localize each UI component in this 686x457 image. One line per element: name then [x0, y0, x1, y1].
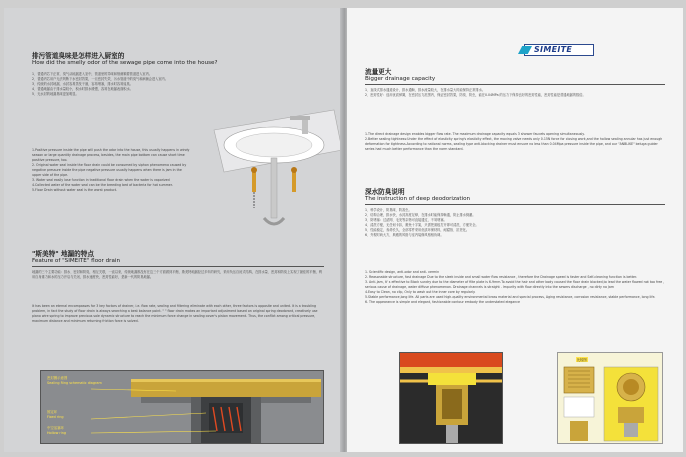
odor-cn-list: [32, 72, 197, 142]
deodor-title-cn: 深水防臭说明: [365, 188, 405, 196]
fixed-label-cn: 固定环: [47, 410, 58, 414]
hollow-label-cn: 中空活塞环: [47, 426, 64, 430]
en-item: 3. Water seal easily lose function in traditional floor drain when the water is vaporized: [32, 178, 170, 182]
deo-cn-item: 4、清洗方便，无任何卡扣，避免十字架，只需把面板打开即可清洗，方便安全。: [365, 223, 479, 227]
deodor-cn-list: [365, 208, 665, 242]
seal-label-en: Sealing Ring schematic diagram: [47, 381, 102, 385]
flow-cn-item: 1、直线式排水通道设计，排水通畅，排水流量较大，在排水量大时能保持正常排水。: [365, 88, 485, 92]
comparison-panel: [557, 352, 663, 444]
logo-wordmark: SIMEITE: [524, 44, 594, 56]
flow-divider: [365, 84, 665, 85]
cn-item: 5、无水封的地漏臭味更加明显。: [32, 92, 79, 96]
cn-item: 1、普通内芯下正常，臭气从地漏进入室中，管道里的异味和细菌顺着管道进入室内。: [32, 72, 152, 76]
deo-en-item: 1. Scientific design, anti-odor and anti- vermin: [365, 270, 440, 274]
sealing-ring-diagram: [40, 370, 324, 444]
drain-cutaway-graphic: [400, 353, 503, 444]
flow-title-en: Bigger drainage capacity: [365, 76, 436, 82]
en-item: 4.Collected water of the water seal can be the breeding bed of bacteria for hot summer.: [32, 183, 173, 187]
feature-en-body: It has been an eternal encompasses for 3 key factors of drainer, i.e. flow rate, sealing and filtering eliminate with each other, three factors is opposite and united. It is a troubling problem, in fact the study of floor drain is always searching a best balance point. " " floor drain makes an important adjustment based on original spring deodorant, creatively use piano wire spring to improve previous sole dynamic structure to reach the minimum force change in sealing cover's piston movement. Thus, the conflict among critical pressure, maximum distance and minimum returning friction force is solved.: [32, 304, 318, 323]
deo-en-item: 2. Reasonable structure, fast drainage Due to the sleek inside and small water flow resistance , therefore the Drainage speed is faster and Self-cleaning function is better.: [365, 275, 637, 279]
deodor-title-en: The instruction of deep deodorization: [365, 196, 471, 202]
deodor-en-list: [365, 270, 665, 348]
cn-item: 3、传统的水封地漏，水封容易蒸发干涸，容易堵塞，排水时容易返臭。: [32, 82, 133, 86]
right-page: [347, 8, 683, 452]
flow-en-list: [365, 132, 665, 182]
deo-cn-item: 1、科学设计，防臭味、防害虫。: [365, 208, 412, 212]
deo-en-item: 3. Anti-Jam, it' s effective to Block sundry due to the diameter of filte plate is 6-9mm.To avoid the hair and other body caused the floor drain blocked,to lead the water flowed not too free , serious cause of drainage, water diffuse phenomenon. Drainage channels is straight . Impurity with flow directly into the sewers discharge , no dirty no Jam: [365, 280, 665, 289]
deo-cn-item: 6、外观时尚大方，典雅的风格与室内装修风格相协调。: [365, 233, 444, 237]
odor-question-en: How did the smelly odor of the sewage pipe come into the house?: [32, 60, 218, 66]
deo-cn-item: 2、结构合理，排水快，水封高度足够，在排水时能保持畅通，防止排水倒灌。: [365, 213, 476, 217]
deo-cn-item: 3、防堵塞：过滤网、毛发等杂物可直接通过，不易堵塞。: [365, 218, 447, 222]
brand-logo: [518, 44, 594, 56]
deo-en-item: 4.Easy to Clean, no clip, Only to wash out the inner core by regularly.: [365, 290, 476, 294]
flow-cn-item: 2、密封性好：选用优质弹簧，在密封压力范围内，保证密封效果，防臭、防虫，能在0.04MPa 的压力下保持良好的密封性能，密封性能是普通地漏的数倍。: [365, 93, 586, 97]
deo-cn-item: 5、性能稳定，寿命长久，全部零件采用优质环保材料，耐腐蚀、抗老化。: [365, 228, 470, 232]
hollow-label-en: Hollow ring: [47, 431, 67, 435]
feature-title-en: Feature of "SIMEITE" floor drain: [32, 258, 120, 264]
en-item: 5.Floor Drain without water seal is the worst product.: [32, 188, 118, 192]
odor-question-cn: 排污管道臭味是怎样进入厨室的: [32, 52, 125, 60]
en-item: 2. Original water seal inside the floor drain could be consumed by siphon phenomena caused by negative pressure inside the pipe negative pressure usually happens when there is jam in the upper side of the pipe.: [32, 163, 187, 177]
feature-cn-body: 地漏的三个主要功能：排水、密封和防臭，相互关联，一直以来，传统地漏都没有在这三个方面做到平衡，斯美特地漏经过多年的研究，采用负压自闭式结构，在排水量、密封和防臭上实现了最佳的平衡，利用自身重力和水的压力开启与关闭，排水速度快，密封性能好，是新一代的防臭地漏。: [32, 270, 323, 279]
deo-en-item: 5.Stable performance,long life. All parts are used high-quality environmental brass material and special process, Aging resistance, corrosion resistance, stable performance, long life.: [365, 295, 656, 299]
fixed-label-en: Fixed ring: [47, 415, 64, 419]
flow-title-cn: 流量更大: [365, 68, 392, 76]
comparison-graphic: [558, 353, 663, 444]
section-divider: [32, 266, 324, 267]
flow-en-item: 1.The direct drainage design enables bigger flow rate. The maximum drainage capacity equals 3 shower faucets opening simultaneously.: [365, 132, 585, 136]
seal-label-cn: 密封圈示意图: [47, 376, 68, 380]
comparison-tag: 比较图: [577, 358, 587, 362]
sink-illustration: [194, 90, 344, 240]
product-photo-left: [399, 352, 503, 444]
en-item: 1.Positive pressure inside the pipe will push the odor into the house, this usually happens in windy season or large quantity drainage process, besides, the main pipe bottom can cause short time positive pressure, too.: [32, 148, 190, 162]
flow-cn-list: [365, 88, 665, 128]
left-page: [4, 8, 344, 452]
odor-en-list: [32, 148, 192, 240]
deo-en-item: 6. The appearance is simple and elegant, fashionable contour embody the understated elegance: [365, 300, 520, 304]
flow-en-item: 2.Better sealing tightness:Under the effect of elasticity spring's elasticity effect, the moving valve needs only 0.15N force for closing work,and the hollow sealing annular has just enough deformation for tightness.According to national norms, sealing type anti-blocking drainer must ensure no less than 0.04Mpa pressure inside the pipe, and our "ANBLIKE" beluga guider series had much better performance than the norm standard.: [365, 137, 663, 151]
feature-title-cn: "斯美特" 地漏的特点: [32, 250, 94, 258]
cn-item: 2、普通内芯用户无法判断下水密封效果，一旦密封失效，污水管道中的臭气和病菌会进入室内。: [32, 77, 168, 81]
cn-item: 4、普通地漏由于排水量较小，积水时排水缓慢，容易在地漏表面积水。: [32, 87, 133, 91]
deodor-divider: [365, 204, 665, 205]
